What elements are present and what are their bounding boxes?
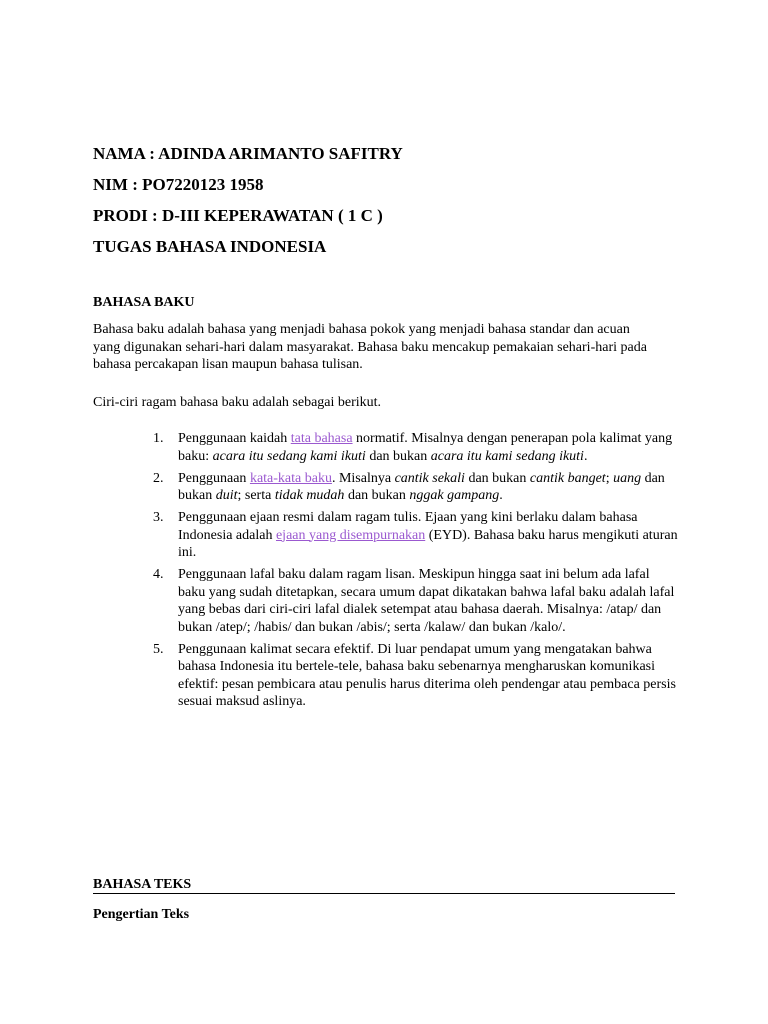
assignment-title: TUGAS BAHASA INDONESIA (93, 237, 327, 256)
list-item (153, 430, 678, 465)
list-item (153, 509, 678, 562)
example-text: tidak mudah (274, 488, 345, 503)
list-item-number: 3. (153, 510, 164, 525)
list-item-text: Penggunaan kaidah (178, 431, 291, 446)
link-kata-kata-baku[interactable]: kata-kata baku (249, 470, 332, 486)
list-item (153, 641, 678, 711)
student-name: NAMA : ADINDA ARIMANTO SAFITRY (93, 144, 403, 163)
student-nim: NIM : PO7220123 1958 (93, 175, 264, 194)
list-item-text: dan bukan (365, 448, 431, 464)
list-item-text: . (499, 488, 503, 503)
list-item-text: Penggunaan lafal baku dalam ragam lisan. Meskipun hingga saat ini belum ada lafal baku yang sudah ditetapkan, secara umum dapat dikatakan bahwa lafal baku adalah lafal yang bebas dari ciri-ciri lafal dialek setempat atau bahasa daerah. Misalnya: /atap/ dan bukan /atep/; /habis/ dan bukan /abis/; serta /kalaw/ dan bukan /kalo/. (178, 567, 675, 635)
link-tata-bahasa[interactable]: tata bahasa (290, 431, 353, 446)
list-item-number: 5. (153, 641, 164, 657)
list-item-text: Penggunaan kalimat secara efektif. Di luar pendapat umum yang mengatakan bahwa bahasa Indonesia itu bertele-tele, bahasa baku sebenarnya mengharuskan komunikasi efektif: pesan pembicara atau penulis harus diterima oleh pendengar atau pembaca persis sesuai maksud aslinya. (178, 641, 676, 709)
list-item-text: dan bukan (464, 470, 530, 486)
list-item-text: (EYD). Bahasa baku harus mengikuti aturan ini. (178, 527, 678, 560)
example-text: cantik sekali (394, 470, 465, 486)
example-text: uang (613, 470, 642, 486)
list-item-text: ; serta (237, 488, 275, 503)
ciri-ciri-list (153, 430, 678, 715)
list-item-text: dan bukan (178, 470, 665, 503)
list-item-text: Penggunaan ejaan resmi dalam ragam tulis. Ejaan yang kini berlaku dalam bahasa Indonesia adalah (178, 510, 638, 543)
list-item-text: normatif. Misalnya dengan penerapan pola kalimat yang baku: (178, 431, 673, 464)
link-ejaan-yang-disempurnakan[interactable]: ejaan yang disempurnakan (275, 527, 426, 543)
ciri-ciri-intro-paragraph: Ciri-ciri ragam bahasa baku adalah sebagai berikut. (93, 395, 382, 410)
list-item-number: 1. (153, 431, 164, 446)
section-heading-bahasa-baku: BAHASA BAKU (93, 295, 195, 310)
list-item-text: dan bukan (344, 488, 410, 503)
example-text: cantik banget (529, 470, 606, 486)
list-item-text: ; (605, 470, 614, 486)
example-text: nggak gampang (409, 488, 500, 503)
list-item-number: 2. (153, 470, 164, 486)
section-heading-bahasa-teks: BAHASA TEKS (93, 876, 675, 894)
list-item-text: . (583, 448, 588, 464)
example-text: acara itu sedang kami ikuti (212, 448, 366, 464)
subheading-pengertian-teks: Pengertian Teks (93, 907, 190, 922)
bahasa-baku-intro-paragraph: Bahasa baku adalah bahasa yang menjadi bahasa pokok yang menjadi bahasa standar dan acuan yang digunakan sehari-hari dalam masyarakat. Bahasa baku mencakup pemakaian sehari-hari pada bahasa percakapan lisan maupun bahasa tulisan. (93, 322, 647, 372)
list-item-text: Penggunaan (178, 470, 250, 486)
example-text: acara itu kami sedang ikuti (430, 448, 584, 464)
list-item (153, 566, 678, 636)
list-item-text: . Misalnya (331, 470, 395, 486)
student-prodi: PRODI : D-III KEPERAWATAN ( 1 C ) (93, 206, 383, 225)
list-item-number: 4. (153, 567, 164, 582)
example-text: duit (215, 488, 238, 503)
list-item (153, 470, 678, 505)
